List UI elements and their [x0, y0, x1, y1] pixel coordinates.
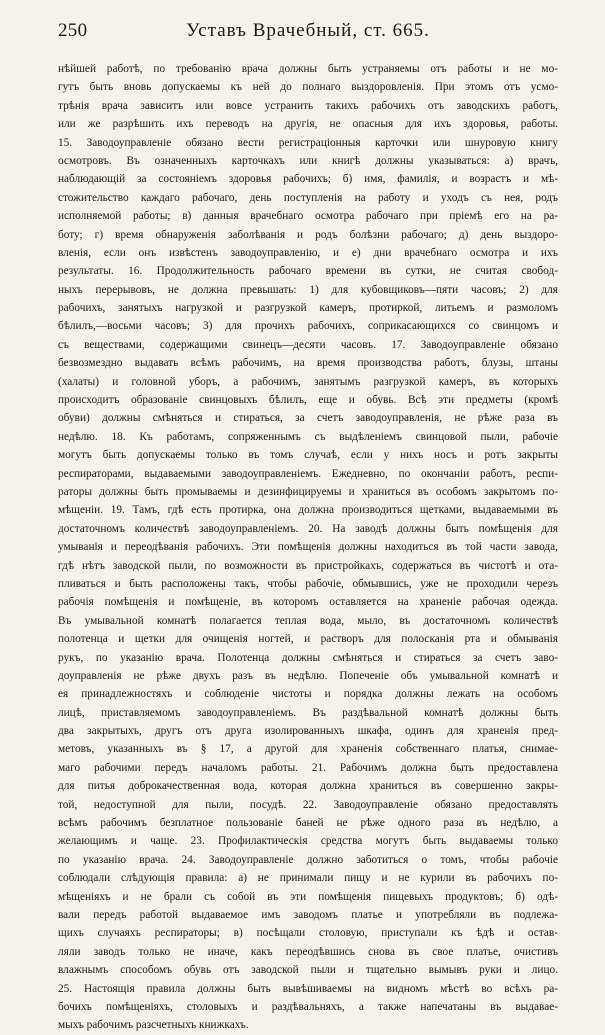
text-line: вленія, если онъ извѣстенъ заводоуправленію, и е) дни врачебнаго осмотра и ихъ	[58, 246, 558, 259]
text-line: Въ умывальной комнатѣ полагается теплая вода, мыло, въ достаточномъ количествѣ	[58, 614, 558, 627]
text-line: бочихъ помѣщеніяхъ, столовыхъ и раздѣвальняхъ, а также напечатаны въ выдавае-	[58, 1000, 558, 1013]
text-line: два закрытыхъ, другъ отъ друга изолированныхъ шкафа, одинъ для храненія пред-	[58, 725, 558, 738]
text-line: боту; г) время обнаруженія заболѣванія и родъ болѣзни рабочаго; д) день выздоро-	[58, 228, 558, 241]
text-line: лицѣ, приставляемомъ заводоуправленіемъ. Въ раздѣвальной комнатѣ должны быть	[58, 706, 558, 719]
text-line: наблюдающій за состояніемъ здоровья рабочихъ; б) имя, фамилія, и возрастъ и мѣ-	[58, 173, 558, 186]
text-line: умыванія и переодѣванія рабочихъ. Эти помѣщенія должны находиться въ той части завода,	[58, 541, 558, 554]
text-line: гутъ быть вновь допускаемы къ ней до полнаго выздоровленія. При этомъ отъ усмо-	[58, 81, 558, 94]
text-line: для питья доброкачественная вода, которая должна храниться въ совершенно закры-	[58, 780, 558, 793]
text-line: мыхъ рабочимъ разсчетныхъ книжкахъ.	[58, 1019, 249, 1032]
text-line: метовъ, указанныхъ въ § 17, а другой для храненія собственнаго платья, снимае-	[58, 743, 558, 756]
text-line: съ веществами, содержащими свинецъ—десяти часовъ. 17. Заводоуправленіе обязано	[58, 338, 558, 351]
text-line: ея принадлежностяхъ и соблюденіе чистоты и порядка должны лежать на особомъ	[58, 688, 558, 701]
text-line: трѣнія врача зависитъ или вовсе устранить такихъ рабочихъ отъ заводскихъ работъ,	[58, 99, 558, 112]
text-line: безвозмездно выдавать всѣмъ рабочимъ, на время производства работъ, блузы, штаны	[58, 357, 558, 370]
text-line: осмотровъ. Въ означенныхъ карточкахъ или книгѣ должны указываться: а) врачъ,	[58, 154, 558, 167]
text-line: 25. Настоящія правила должны быть вывѣшиваемы на видномъ мѣстѣ во всѣхъ ра-	[58, 982, 558, 995]
text-line: ныхъ перерывовъ, не должна превышать: 1) для кубовщиковъ—пяти часовъ; 2) для	[58, 283, 558, 296]
text-line: вали передъ работой выдаваемое имъ заводомъ платье и употребляли въ подлежа-	[58, 908, 558, 921]
text-line: по указанію врача. 24. Заводоуправленіе должно заботиться о томъ, чтобы рабочіе	[58, 853, 558, 866]
text-line: маго рабочими передъ началомъ работы. 21. Рабочимъ должна быть предоставлена	[58, 761, 558, 774]
text-line: влажнымъ способомъ обувь отъ заводской пыли и тщательно вымывъ руки и лицо.	[58, 964, 558, 977]
text-line: всѣмъ рабочимъ безплатное пользованіе баней не рѣже одного раза въ недѣлю, а	[58, 817, 558, 830]
running-head: Уставъ Врачебный, ст. 665.	[186, 20, 430, 41]
text-line: раторы должны быть промываемы и дезинфицируемы и храниться въ особомъ закрытомъ по-	[58, 485, 558, 498]
text-line: доуправленія не рѣже двухъ разъ въ недѣлю. Попеченіе объ умывальной комнатѣ и	[58, 669, 558, 682]
text-line: исполняемой работы; в) данныя врачебнаго осмотра рабочаго при пріемѣ его на ра-	[58, 210, 558, 223]
text-line: щихъ случаяхъ респираторы; в) посѣщали столовую, приступали къ ѣдѣ и остав-	[58, 927, 558, 940]
text-line: происходитъ образованіе свинцовыхъ бѣлилъ, еще и обувь. Всѣ эти предметы (кромѣ	[58, 394, 558, 407]
text-line: (халаты) и головной уборъ, а рабочимъ, занятымъ разгрузкой камеръ, въ которыхъ	[58, 375, 558, 388]
text-line: рабочихъ, занятыхъ нагрузкой и разгрузкой камеръ, протиркой, литьемъ и размоломъ	[58, 302, 558, 315]
text-line: недѣлю. 18. Къ работамъ, сопряженнымъ съ выдѣленіемъ свинцовой пыли, рабочіе	[58, 430, 558, 443]
text-line: ляли заводъ только не иначе, какъ переодѣвшись снова въ свое платье, очистивъ	[58, 945, 558, 958]
text-line: нѣйшей работѣ, по требованію врача должны быть устраняемы отъ работы и не мо-	[58, 63, 558, 75]
text-line: рабочія помѣщенія и помѣщеніе, въ которомъ оставляется на храненіе рабочая одежда.	[58, 596, 558, 609]
text-line: результаты. 16. Продолжительность рабочаго времени въ сутки, не считая свобод-	[58, 265, 558, 278]
page-number: 250	[58, 20, 88, 41]
text-line: полотенца и щетки для очищенія ногтей, и растворъ для полосканія рта и обмыванія	[58, 633, 558, 646]
text-line: мѣщеніи. 19. Тамъ, гдѣ есть протирка, она должна производиться щетками, выдаваемыми въ	[58, 504, 558, 517]
text-line: достаточномъ количествѣ заводоуправленіемъ. 20. На заводѣ должны быть помѣщенія для	[58, 522, 558, 535]
body-text	[58, 60, 558, 1035]
text-line: пливаться и быть расположены такъ, чтобы рабочіе, обмывшись, уже не проходили черезъ	[58, 577, 558, 590]
text-line: той, недоступной для пыли, посудѣ. 22. Заводоуправленіе обязано предоставлять	[58, 798, 558, 811]
text-line: обуви) должны смѣняться и стираться, за счетъ заводоуправленія, не рѣже раза въ	[58, 412, 558, 425]
text-line: 15. Заводоуправленіе обязано вести регистраціонныя карточки или шнуровую книгу	[58, 136, 558, 149]
text-line: или же разрѣшить ихъ переводъ на другія, не опасныя для ихъ здоровья, работы.	[58, 118, 558, 131]
text-line: желающимъ и чаще. 23. Профилактическія средства могутъ быть выдаваемы только	[58, 835, 558, 848]
text-line: гдѣ нѣтъ заводской пыли, по возможности въ пристройкахъ, содержаться въ чистотѣ и ота-	[58, 559, 558, 572]
page-header	[58, 20, 558, 48]
text-line: рукъ, по указанію врача. Полотенца должны смѣняться и стираться за счетъ заво-	[58, 651, 558, 664]
text-line: респираторами, выдаваемыми заводоуправленіемъ. Ежедневно, по окончаніи работъ, респи-	[58, 467, 558, 480]
text-line: мѣщеніяхъ и не брали съ собой въ эти помѣщенія пищевыхъ продуктовъ; б) одѣ-	[58, 890, 558, 903]
text-line: бѣлилъ,—восьми часовъ; 3) для прочихъ рабочихъ, соприкасающихся со свинцомъ и	[58, 320, 558, 333]
text-line: стожительство каждаго рабочаго, день поступленія на работу и уходъ съ нея, родъ	[58, 191, 558, 204]
text-line: могутъ быть допускаемы только въ томъ случаѣ, если у нихъ носъ и ротъ закрыты	[58, 449, 558, 462]
text-line: соблюдали слѣдующія правила: а) не принимали пищу и не курили въ рабочихъ по-	[58, 872, 558, 885]
